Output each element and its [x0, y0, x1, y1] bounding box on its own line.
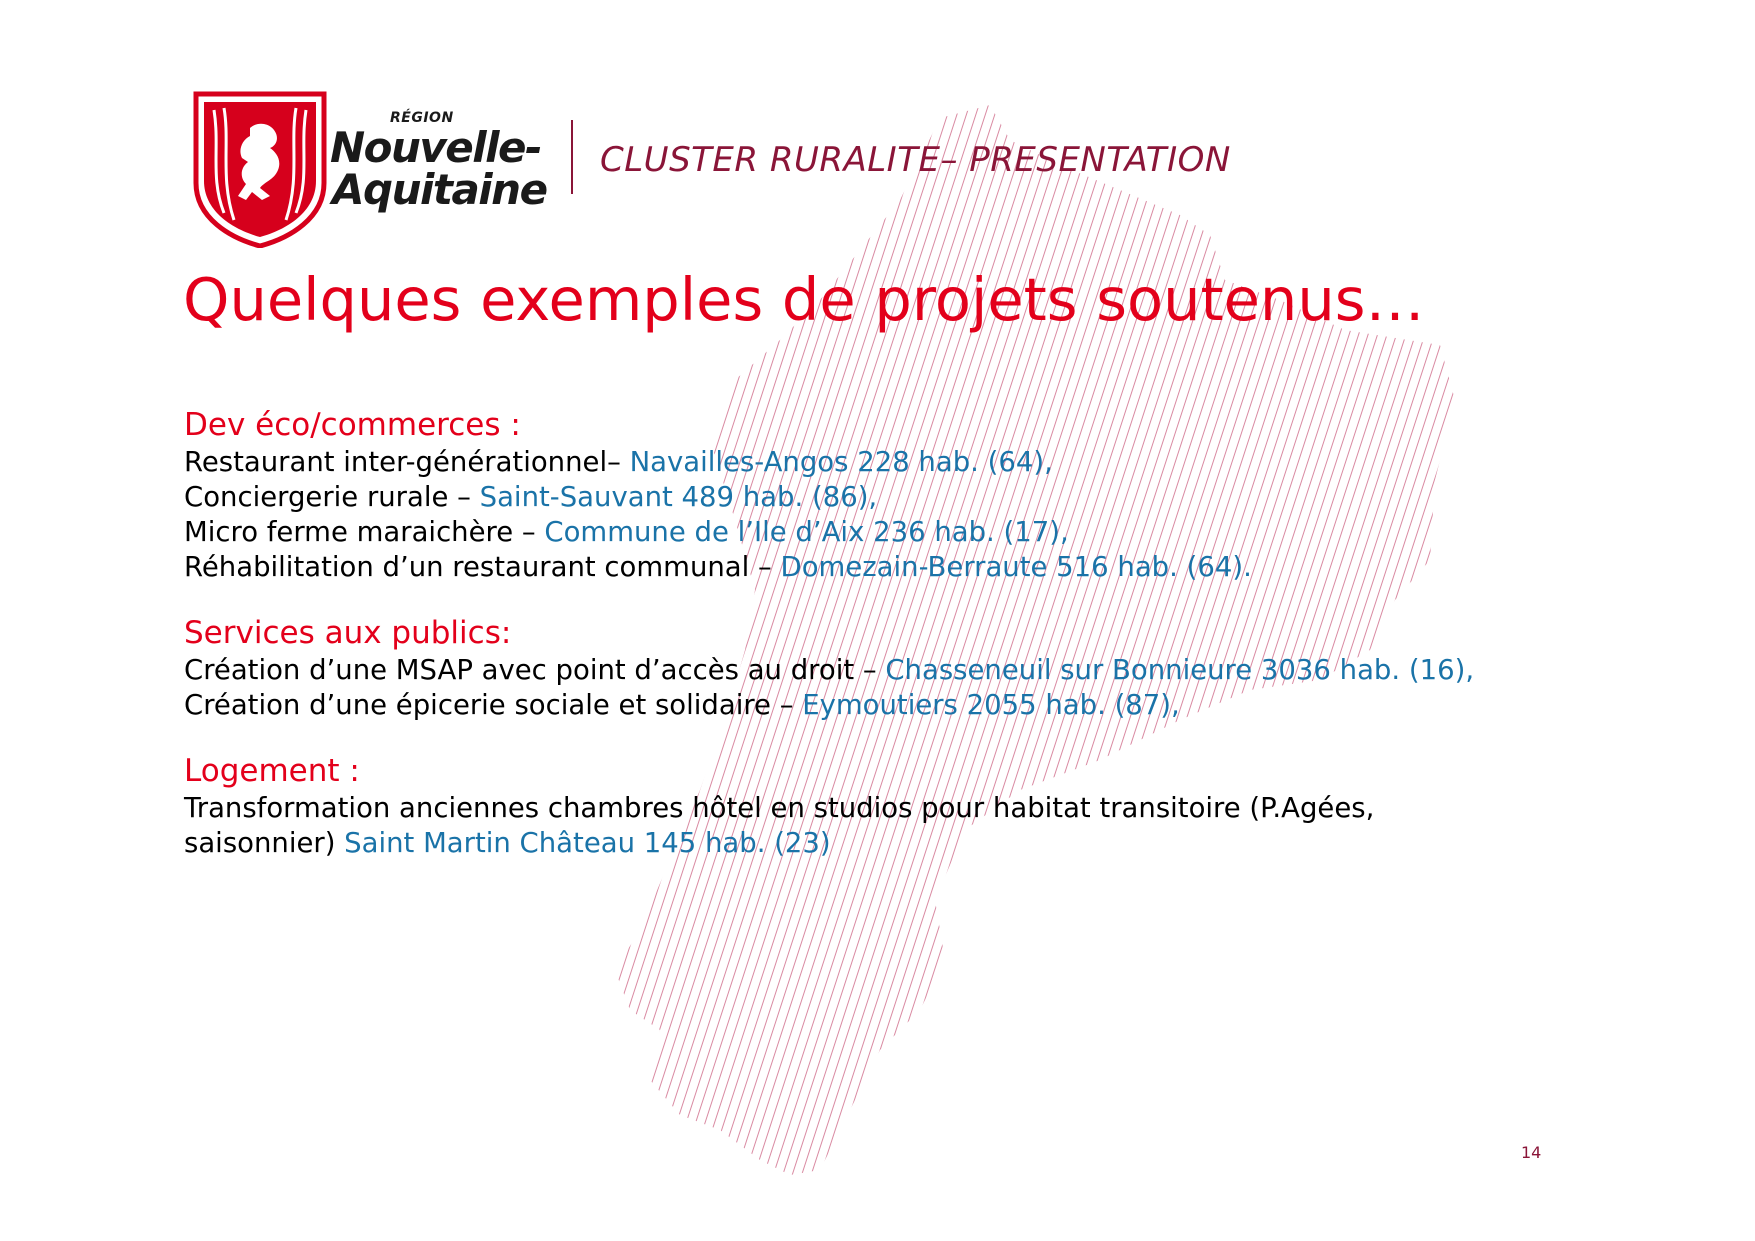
- header-divider: [571, 120, 573, 194]
- brand-name-line2: Aquitaine: [332, 165, 547, 214]
- item-text: Création d’une épicerie sociale et solidaire –: [184, 689, 803, 721]
- list-item: [184, 550, 1524, 585]
- section-heading: Services aux publics:: [184, 615, 512, 651]
- item-location: Eymoutiers 2055 hab. (87),: [802, 689, 1180, 721]
- item-text: Création d’une MSAP avec point d’accès au droit –: [184, 654, 886, 686]
- brand-name-line1: Nouvelle-: [330, 123, 541, 172]
- page-number: 14: [1521, 1143, 1542, 1162]
- item-location: Domezain-Berraute 516 hab. (64).: [780, 551, 1252, 583]
- item-location: Saint-Sauvant 489 hab. (86),: [479, 481, 878, 513]
- item-location: Saint Martin Château 145 hab. (23): [344, 827, 831, 859]
- list-item: [184, 480, 1524, 515]
- region-logo-emblem: [190, 88, 330, 248]
- header-subtitle: CLUSTER RURALITE– PRESENTATION: [600, 140, 1231, 180]
- item-text: Transformation anciennes chambres hôtel en studios pour habitat transitoire (P.Agées, saisonnier): [184, 792, 1375, 859]
- section-logement: [184, 751, 1524, 861]
- brand-region-label: RÉGION: [390, 110, 454, 126]
- slide-title: Quelques exemples de projets soutenus…: [183, 265, 1425, 334]
- section-dev-eco: [184, 405, 1524, 585]
- item-text: Réhabilitation d’un restaurant communal –: [184, 551, 781, 583]
- item-text: Restaurant inter-générationnel–: [184, 446, 630, 478]
- list-item: [184, 791, 1524, 861]
- list-item: [184, 445, 1524, 480]
- list-item: [184, 515, 1524, 550]
- item-location: Chasseneuil sur Bonnieure 3036 hab. (16),: [885, 654, 1475, 686]
- slide-content: [184, 405, 1524, 889]
- item-location: Navailles-Angos 228 hab. (64),: [629, 446, 1053, 478]
- section-heading: Logement :: [184, 753, 360, 789]
- list-item: [184, 688, 1524, 723]
- item-location: Commune de l’Ile d’Aix 236 hab. (17),: [544, 516, 1069, 548]
- list-item: [184, 653, 1524, 688]
- section-services-publics: [184, 613, 1524, 723]
- section-heading: Dev éco/commerces :: [184, 407, 521, 443]
- item-text: Conciergerie rurale –: [184, 481, 480, 513]
- item-text: Micro ferme maraichère –: [184, 516, 545, 548]
